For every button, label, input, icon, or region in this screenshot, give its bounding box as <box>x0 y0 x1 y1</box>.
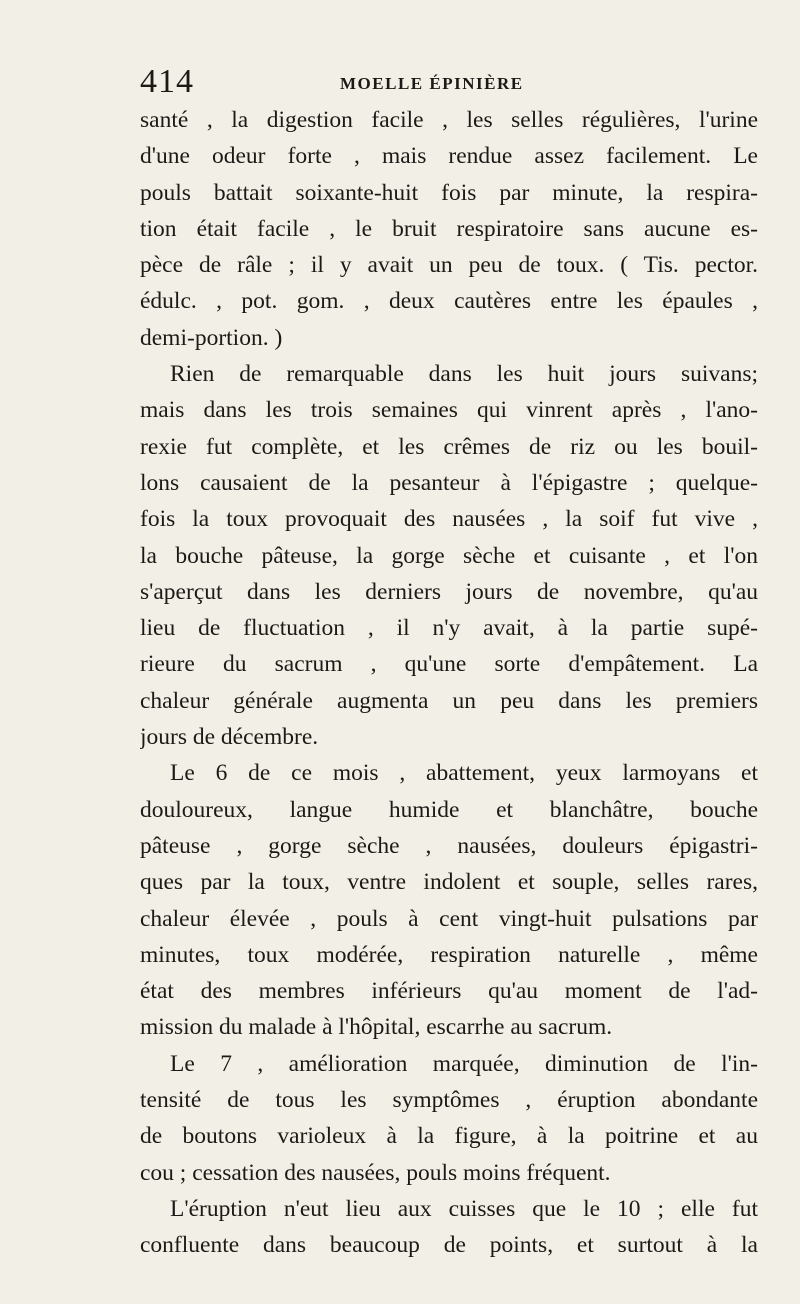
page-header <box>140 62 760 102</box>
text-line: pâteuse , gorge sèche , nausées, douleurs épigastri- <box>140 832 758 859</box>
text-line: pèce de râle ; il y avait un peu de toux. ( Tis. pector. <box>140 252 758 279</box>
text-line: pouls battait soixante-huit fois par minute, la respira- <box>140 179 758 206</box>
text-line: demi-portion. ) <box>140 324 283 351</box>
text-line: lons causaient de la pesanteur à l'épigastre ; quelque- <box>140 469 758 496</box>
text-line: cou ; cessation des nausées, pouls moins fréquent. <box>140 1159 611 1186</box>
text-line: lieu de fluctuation , il n'y avait, à la partie supé- <box>140 615 758 642</box>
text-line: Le 6 de ce mois , abattement, yeux larmoyans et <box>170 760 758 787</box>
text-line: rieure du sacrum , qu'une sorte d'empâtement. La <box>140 651 758 678</box>
text-line: jours de décembre. <box>140 724 319 751</box>
text-line: ques par la toux, ventre indolent et souple, selles rares, <box>140 869 758 896</box>
text-line: édulc. , pot. gom. , deux cautères entre les épaules , <box>140 288 758 315</box>
text-line: de boutons varioleux à la figure, à la poitrine et au <box>140 1123 758 1150</box>
text-line: tion était facile , le bruit respiratoire sans aucune es- <box>140 215 758 242</box>
text-line: chaleur générale augmenta un peu dans les premiers <box>140 687 758 714</box>
text-line: état des membres inférieurs qu'au moment de l'ad- <box>140 978 758 1005</box>
text-line: d'une odeur forte , mais rendue assez facilement. Le <box>140 143 758 170</box>
text-line: chaleur élevée , pouls à cent vingt-huit pulsations par <box>140 905 758 932</box>
text-line: s'aperçut dans les derniers jours de novembre, qu'au <box>140 578 758 605</box>
body-text <box>140 102 758 1264</box>
text-line: Le 7 , amélioration marquée, diminution de l'in- <box>170 1050 758 1077</box>
text-line: Rien de remarquable dans les huit jours suivans; <box>170 361 758 388</box>
text-line: douloureux, langue humide et blanchâtre, bouche <box>140 796 758 823</box>
page-number: 414 <box>140 63 194 100</box>
text-line: santé , la digestion facile , les selles régulières, l'urine <box>140 107 758 133</box>
text-line: minutes, toux modérée, respiration naturelle , même <box>140 941 758 968</box>
text-line: fois la toux provoquait des nausées , la soif fut vive , <box>140 506 758 533</box>
text-line: mission du malade à l'hôpital, escarrhe au sacrum. <box>140 1014 613 1041</box>
text-line: L'éruption n'eut lieu aux cuisses que le 10 ; elle fut <box>170 1195 758 1222</box>
text-line: la bouche pâteuse, la gorge sèche et cuisante , et l'on <box>140 542 758 569</box>
text-line: mais dans les trois semaines qui vinrent après , l'ano- <box>140 397 758 424</box>
running-title: MOELLE ÉPINIÈRE <box>340 74 524 93</box>
text-line: confluente dans beaucoup de points, et surtout à la <box>140 1232 758 1259</box>
text-line: rexie fut complète, et les crêmes de riz ou les bouil- <box>140 433 758 460</box>
text-line: tensité de tous les symptômes , éruption abondante <box>140 1087 758 1114</box>
